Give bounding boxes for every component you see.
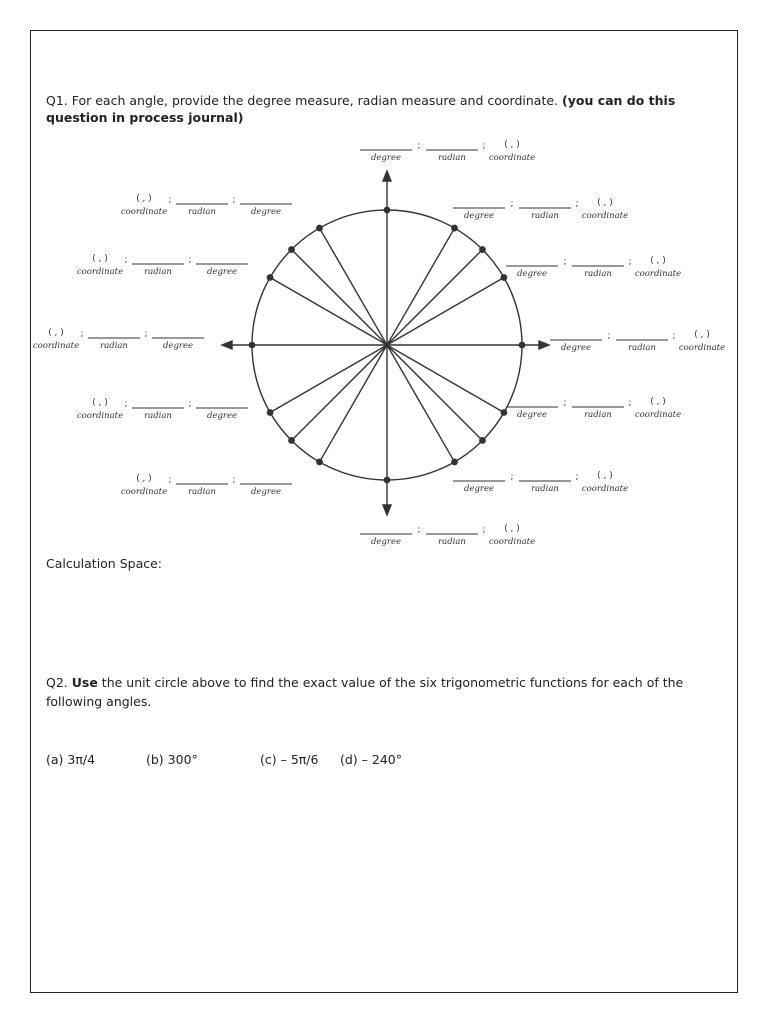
coordinate-parentheses: ( , ) <box>650 397 666 407</box>
separator: ; <box>232 195 236 205</box>
x-axis-arrow-left <box>222 341 232 349</box>
separator: ; <box>124 255 128 265</box>
degree-label: degree <box>250 207 282 217</box>
angle-point <box>316 225 323 232</box>
coordinate-label: coordinate <box>120 487 168 497</box>
separator: ; <box>575 472 579 482</box>
q2-bold-use: Use <box>71 675 98 690</box>
degree-label: degree <box>560 343 592 353</box>
separator: ; <box>124 399 128 409</box>
radian-label: radian <box>531 211 559 221</box>
angle-point <box>267 409 274 416</box>
degree-label: degree <box>162 341 194 351</box>
angle-point <box>316 459 323 466</box>
degree-label: degree <box>250 487 282 497</box>
coordinate-label: coordinate <box>120 207 168 217</box>
degree-label: degree <box>370 537 402 547</box>
coordinate-label: coordinate <box>634 269 682 279</box>
separator: ; <box>482 525 486 535</box>
coordinate-parentheses: ( , ) <box>136 194 152 204</box>
separator: ; <box>80 329 84 339</box>
separator: ; <box>628 398 632 408</box>
coordinate-label: coordinate <box>678 343 726 353</box>
radian-label: radian <box>584 269 612 279</box>
radian-label: radian <box>144 267 172 277</box>
radian-label: radian <box>188 487 216 497</box>
angle-point <box>288 246 295 253</box>
angle-point <box>479 437 486 444</box>
coordinate-label: coordinate <box>76 267 124 277</box>
degree-label: degree <box>463 484 495 494</box>
coordinate-label: coordinate <box>488 537 536 547</box>
angle-point <box>288 437 295 444</box>
q2-prefix: Q2. <box>46 675 72 690</box>
radian-label: radian <box>100 341 128 351</box>
coordinate-label: coordinate <box>634 410 682 420</box>
angle-point <box>501 409 508 416</box>
coordinate-parentheses: ( , ) <box>92 398 108 408</box>
degree-label: degree <box>463 211 495 221</box>
coordinate-label: coordinate <box>32 341 80 351</box>
coordinate-parentheses: ( , ) <box>650 256 666 266</box>
part-c: (c) – 5π/6 <box>260 752 319 767</box>
radian-label: radian <box>438 537 466 547</box>
coordinate-label: coordinate <box>581 484 629 494</box>
separator: ; <box>672 331 676 341</box>
x-axis-arrow-right <box>539 341 549 349</box>
q1-bold-note: (you can do this question in process journal) <box>46 93 676 125</box>
coordinate-parentheses: ( , ) <box>136 474 152 484</box>
separator: ; <box>232 475 236 485</box>
separator: ; <box>510 472 514 482</box>
radian-label: radian <box>144 411 172 421</box>
radian-label: radian <box>584 410 612 420</box>
coordinate-parentheses: ( , ) <box>597 198 613 208</box>
angle-point <box>519 342 526 349</box>
separator: ; <box>417 525 421 535</box>
angle-point <box>249 342 256 349</box>
separator: ; <box>188 399 192 409</box>
degree-label: degree <box>516 269 548 279</box>
radian-label: radian <box>188 207 216 217</box>
separator: ; <box>575 199 579 209</box>
angle-point <box>479 246 486 253</box>
angle-point <box>384 207 391 214</box>
coordinate-label: coordinate <box>488 153 536 163</box>
radian-label: radian <box>438 153 466 163</box>
angle-point <box>451 459 458 466</box>
angle-point <box>384 477 391 484</box>
separator: ; <box>188 255 192 265</box>
coordinate-parentheses: ( , ) <box>597 471 613 481</box>
degree-label: degree <box>370 153 402 163</box>
calculation-space-label: Calculation Space: <box>46 556 163 571</box>
degree-label: degree <box>516 410 548 420</box>
coordinate-parentheses: ( , ) <box>92 254 108 264</box>
coordinate-parentheses: ( , ) <box>504 524 520 534</box>
separator: ; <box>144 329 148 339</box>
coordinate-label: coordinate <box>76 411 124 421</box>
separator: ; <box>168 195 172 205</box>
radian-label: radian <box>628 343 656 353</box>
coordinate-parentheses: ( , ) <box>48 328 64 338</box>
separator: ; <box>563 257 567 267</box>
separator: ; <box>563 398 567 408</box>
question-2 <box>46 673 706 711</box>
q2-rest: the unit circle above to find the exact value of the six trigonometric functions for each of the following angles. <box>46 675 684 709</box>
angle-point <box>267 274 274 281</box>
coordinate-label: coordinate <box>581 211 629 221</box>
coordinate-parentheses: ( , ) <box>694 330 710 340</box>
degree-label: degree <box>206 267 238 277</box>
angle-point <box>451 225 458 232</box>
separator: ; <box>417 141 421 151</box>
part-a: (a) 3π/4 <box>46 752 96 767</box>
coordinate-parentheses: ( , ) <box>504 140 520 150</box>
radian-label: radian <box>531 484 559 494</box>
separator: ; <box>482 141 486 151</box>
separator: ; <box>510 199 514 209</box>
separator: ; <box>607 331 611 341</box>
degree-label: degree <box>206 411 238 421</box>
q1-lead: Q1. For each angle, provide the degree measure, radian measure and coordinate. <box>46 93 562 108</box>
part-b: (b) 300° <box>146 752 198 767</box>
part-d: (d) – 240° <box>340 752 402 767</box>
y-axis-arrow-down <box>383 505 391 515</box>
y-axis-arrow-up <box>383 171 391 181</box>
separator: ; <box>168 475 172 485</box>
separator: ; <box>628 257 632 267</box>
angle-point <box>501 274 508 281</box>
